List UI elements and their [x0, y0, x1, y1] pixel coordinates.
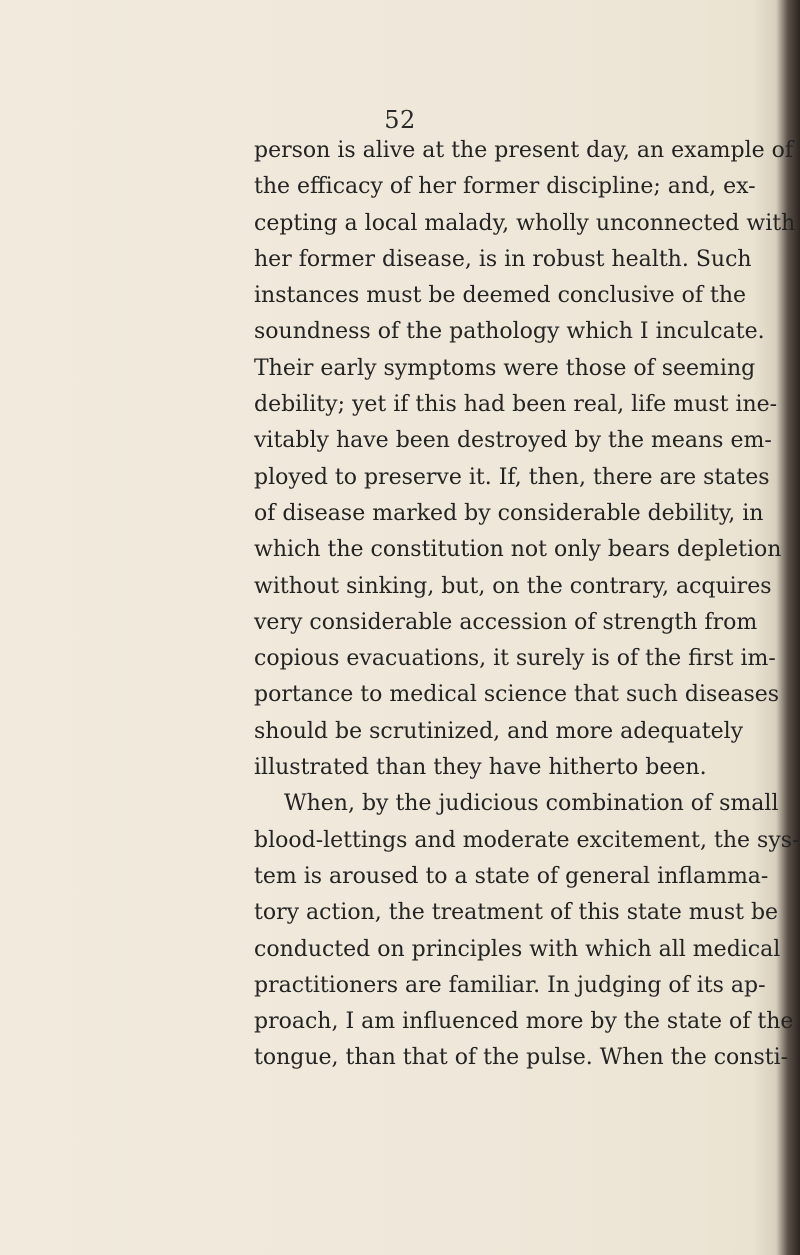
text-line: very considerable accession of strength from: [254, 609, 758, 635]
text-line: debility; yet if this had been real, life must ine-: [254, 392, 778, 418]
text-line: conducted on principles with which all medical: [254, 936, 781, 962]
text-line: should be scrutinized, and more adequately: [254, 718, 744, 744]
text-line: proach, I am influenced more by the state of the: [254, 1009, 794, 1035]
text-line: illustrated than they have hitherto been.: [254, 755, 707, 781]
text-line: cepting a local malady, wholly unconnected with: [254, 210, 796, 236]
text-line: her former disease, is in robust health. Such: [254, 246, 752, 272]
text-line: tongue, than that of the pulse. When the consti-: [254, 1045, 789, 1071]
text-line: instances must be deemed conclusive of the: [254, 283, 747, 309]
text-line: Their early symptoms were those of seeming: [254, 355, 756, 381]
body-text: [254, 133, 800, 1077]
text-line: copious evacuations, it surely is of the first im-: [254, 646, 776, 672]
text-line: of disease marked by considerable debility, in: [254, 500, 764, 526]
text-line: ployed to preserve it. If, then, there are states: [254, 464, 770, 490]
text-line: the efficacy of her former discipline; and, ex-: [254, 174, 756, 200]
text-line: vitably have been destroyed by the means em-: [254, 428, 772, 454]
text-line: blood-lettings and moderate excitement, the sys-: [254, 827, 800, 853]
text-line: which the constitution not only bears depletion: [254, 537, 782, 563]
page-number: 52: [384, 106, 416, 134]
text-line: practitioners are familiar. In judging of its ap-: [254, 972, 766, 998]
text-line: portance to medical science that such diseases: [254, 682, 780, 708]
text-line: When, by the judicious combination of small: [284, 791, 779, 817]
text-line: person is alive at the present day, an example of: [254, 138, 794, 163]
text-line: without sinking, but, on the contrary, acquires: [254, 573, 772, 599]
text-line: tem is aroused to a state of general inflamma-: [254, 863, 769, 889]
text-line: tory action, the treatment of this state must be: [254, 900, 779, 926]
text-line: soundness of the pathology which I inculcate.: [254, 319, 765, 345]
